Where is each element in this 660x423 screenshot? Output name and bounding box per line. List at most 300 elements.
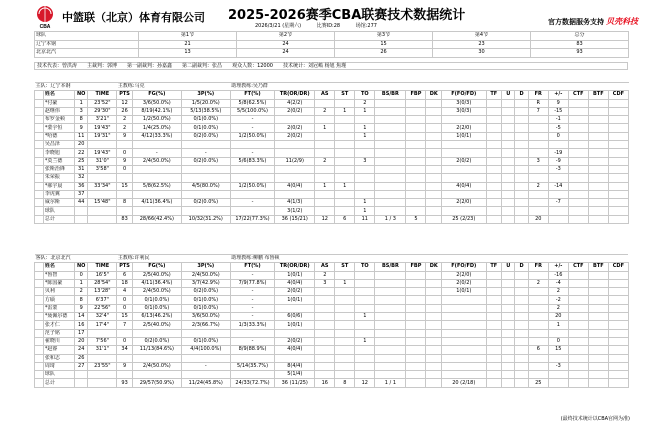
stat-cell bbox=[426, 279, 442, 287]
stat-cell: 1/3(33.3%) bbox=[230, 321, 274, 329]
stat-cell bbox=[132, 354, 181, 362]
stat-cell bbox=[442, 116, 486, 124]
stat-cell bbox=[230, 207, 274, 215]
stat-cell bbox=[608, 304, 628, 312]
stat-cell bbox=[406, 116, 426, 124]
stat-cell bbox=[568, 271, 588, 279]
player-name: 朱荣振 bbox=[43, 174, 74, 182]
stat-cell bbox=[315, 304, 335, 312]
official-item: 技术代表：曾洪涛 bbox=[37, 63, 78, 69]
stat-cell: -16 bbox=[548, 271, 568, 279]
officials-line bbox=[34, 62, 628, 70]
stat-cell: 0/1(0.0%) bbox=[132, 296, 181, 304]
stat-cell bbox=[528, 174, 548, 182]
official-item: 第二副裁判：张昌 bbox=[182, 63, 223, 69]
stat-cell bbox=[426, 149, 442, 157]
stat-cell: 1 / 3 bbox=[375, 215, 406, 223]
stat-cell bbox=[515, 182, 528, 190]
stat-cell: 0 bbox=[548, 132, 568, 140]
stat-header-row bbox=[35, 91, 629, 99]
player-row bbox=[35, 215, 629, 223]
stat-cell bbox=[88, 379, 117, 387]
stat-cell: 2(0/2) bbox=[275, 107, 315, 115]
stat-cell bbox=[528, 116, 548, 124]
stat-cell bbox=[275, 354, 315, 362]
stat-cell bbox=[588, 132, 608, 140]
report-title: 2025-2026赛季CBA联赛技术数据统计 bbox=[228, 8, 466, 23]
stat-cell bbox=[315, 165, 335, 173]
stat-cell bbox=[502, 124, 515, 132]
stat-cell: 9 bbox=[117, 362, 133, 370]
stat-cell: 26 bbox=[75, 354, 88, 362]
stat-cell bbox=[35, 182, 44, 190]
stat-cell: 6(0/6) bbox=[275, 313, 315, 321]
stat-cell: 0/1(0.0%) bbox=[181, 337, 230, 345]
stat-cell: 11 bbox=[355, 215, 375, 223]
stat-cell bbox=[35, 354, 44, 362]
stat-cell: 9 bbox=[117, 157, 133, 165]
stat-cell bbox=[35, 296, 44, 304]
svg-text:CBA: CBA bbox=[39, 24, 51, 29]
stat-cell bbox=[528, 132, 548, 140]
stat-cell: 3/7(42.9%) bbox=[181, 279, 230, 287]
stat-cell bbox=[375, 329, 406, 337]
stat-cell bbox=[375, 288, 406, 296]
stat-cell bbox=[486, 107, 502, 115]
stat-cell: 15 bbox=[117, 182, 133, 190]
stat-cell bbox=[502, 337, 515, 345]
stat-cell: 5/14(35.7%) bbox=[230, 362, 274, 370]
stat-col-header: TR(OR/DR) bbox=[275, 91, 315, 99]
stat-cell bbox=[608, 116, 628, 124]
stat-cell: 7 bbox=[117, 321, 133, 329]
stat-cell bbox=[426, 329, 442, 337]
stat-cell: 1 bbox=[548, 321, 568, 329]
stat-cell: 0/2(0.0%) bbox=[181, 288, 230, 296]
player-row bbox=[35, 279, 629, 287]
stat-cell: 4/12(33.3%) bbox=[132, 132, 181, 140]
stat-cell bbox=[315, 174, 335, 182]
stat-col-header bbox=[35, 263, 44, 271]
stat-cell bbox=[588, 174, 608, 182]
stat-cell: - bbox=[181, 149, 230, 157]
stat-cell bbox=[315, 329, 335, 337]
stat-cell bbox=[568, 141, 588, 149]
stat-cell: 2(0/2) bbox=[275, 132, 315, 140]
stat-cell: 19'43" bbox=[88, 124, 117, 132]
player-name: *赵睿 bbox=[43, 346, 74, 354]
stat-cell: 4(0/4) bbox=[442, 182, 486, 190]
stat-cell: 17/22(77.3%) bbox=[230, 215, 274, 223]
stat-cell: - bbox=[230, 199, 274, 207]
stat-cell: 0/1(0.0%) bbox=[181, 124, 230, 132]
stat-cell: 3/6(50.0%) bbox=[181, 313, 230, 321]
stat-cell bbox=[426, 199, 442, 207]
stat-cell bbox=[275, 304, 315, 312]
stat-cell bbox=[568, 371, 588, 379]
player-name: *陈国豪 bbox=[43, 279, 74, 287]
stat-cell bbox=[35, 313, 44, 321]
stat-cell: 0/1(0.0%) bbox=[181, 296, 230, 304]
player-name: 李晓旭 bbox=[43, 149, 74, 157]
stat-cell bbox=[568, 182, 588, 190]
stat-cell: 1 bbox=[355, 337, 375, 345]
stat-cell bbox=[486, 279, 502, 287]
stat-cell bbox=[442, 207, 486, 215]
player-row bbox=[35, 141, 629, 149]
stat-cell bbox=[515, 337, 528, 345]
stat-cell bbox=[442, 354, 486, 362]
stat-cell: 6 bbox=[528, 346, 548, 354]
stat-col-header: PTS bbox=[117, 91, 133, 99]
stat-cell bbox=[608, 165, 628, 173]
stat-cell bbox=[548, 141, 568, 149]
stat-cell bbox=[528, 362, 548, 370]
stat-cell bbox=[132, 371, 181, 379]
stat-col-header: ST bbox=[335, 91, 355, 99]
stat-cell: 1 bbox=[75, 279, 88, 287]
stat-cell: 2/3(66.7%) bbox=[181, 321, 230, 329]
stat-cell: 5/8(62.5%) bbox=[132, 182, 181, 190]
stat-col-header: FG(%) bbox=[132, 263, 181, 271]
stat-cell bbox=[588, 207, 608, 215]
stat-col-header: TO bbox=[355, 91, 375, 99]
stat-cell: 20 (2/18) bbox=[442, 379, 486, 387]
stat-cell: -14 bbox=[548, 182, 568, 190]
stat-cell bbox=[528, 354, 548, 362]
stat-col-header: TF bbox=[486, 91, 502, 99]
stat-cell bbox=[528, 296, 548, 304]
stat-cell: 1 bbox=[355, 199, 375, 207]
stat-cell bbox=[355, 296, 375, 304]
stat-cell bbox=[35, 174, 44, 182]
stat-cell bbox=[181, 174, 230, 182]
score-col-header: 第4节 bbox=[433, 32, 531, 41]
stat-cell bbox=[588, 279, 608, 287]
stat-cell: -9 bbox=[548, 157, 568, 165]
player-row bbox=[35, 379, 629, 387]
stat-cell bbox=[426, 371, 442, 379]
stat-cell: 0 bbox=[75, 271, 88, 279]
stat-cell: R bbox=[528, 99, 548, 107]
stat-cell bbox=[502, 313, 515, 321]
score-cell: 13 bbox=[139, 49, 237, 58]
player-row bbox=[35, 354, 629, 362]
stat-cell bbox=[181, 141, 230, 149]
stat-col-header: CTF bbox=[568, 91, 588, 99]
stat-cell bbox=[608, 157, 628, 165]
stat-cell bbox=[442, 149, 486, 157]
player-name: *雷蒙 bbox=[43, 304, 74, 312]
stat-cell bbox=[335, 371, 355, 379]
stat-cell bbox=[548, 379, 568, 387]
stat-cell bbox=[486, 354, 502, 362]
stat-cell bbox=[486, 271, 502, 279]
stat-cell bbox=[515, 132, 528, 140]
stat-cell bbox=[335, 174, 355, 182]
stat-cell bbox=[355, 279, 375, 287]
stat-cell bbox=[515, 149, 528, 157]
stat-cell bbox=[515, 279, 528, 287]
stat-cell bbox=[588, 304, 608, 312]
stat-cell: 4/4(100.0%) bbox=[181, 346, 230, 354]
stat-cell bbox=[88, 190, 117, 198]
stat-cell bbox=[528, 337, 548, 345]
stat-cell bbox=[275, 141, 315, 149]
stat-cell bbox=[588, 182, 608, 190]
stat-col-header: +/- bbox=[548, 263, 568, 271]
stat-cell bbox=[117, 354, 133, 362]
score-cell: 23 bbox=[433, 40, 531, 49]
stat-cell bbox=[548, 354, 568, 362]
stat-col-header: BTF bbox=[588, 263, 608, 271]
stat-cell bbox=[608, 107, 628, 115]
stat-cell: 32 bbox=[75, 174, 88, 182]
stat-cell bbox=[132, 165, 181, 173]
stat-cell: 4 bbox=[117, 288, 133, 296]
stat-cell: - bbox=[230, 313, 274, 321]
stat-cell bbox=[486, 362, 502, 370]
player-row bbox=[35, 288, 629, 296]
stat-cell bbox=[528, 207, 548, 215]
stat-cell bbox=[315, 141, 335, 149]
stat-cell: 3/6(50.0%) bbox=[132, 99, 181, 107]
stat-cell bbox=[230, 190, 274, 198]
stat-cell: 3'21" bbox=[88, 116, 117, 124]
stat-cell bbox=[548, 174, 568, 182]
stat-cell bbox=[486, 99, 502, 107]
stat-cell bbox=[442, 190, 486, 198]
stat-cell: 3 bbox=[528, 157, 548, 165]
official-item: 主裁判：郭博 bbox=[87, 63, 118, 69]
stat-cell bbox=[528, 371, 548, 379]
stat-cell bbox=[181, 329, 230, 337]
stat-cell: 4(0/4) bbox=[275, 279, 315, 287]
stat-cell bbox=[117, 190, 133, 198]
stat-cell bbox=[35, 207, 44, 215]
stat-cell bbox=[502, 379, 515, 387]
stat-cell: 2(0/2) bbox=[442, 157, 486, 165]
stat-cell bbox=[515, 190, 528, 198]
player-row bbox=[35, 337, 629, 345]
team-info-row bbox=[35, 255, 629, 263]
stat-cell bbox=[406, 271, 426, 279]
stat-cell bbox=[230, 371, 274, 379]
stat-cell bbox=[588, 362, 608, 370]
stat-cell bbox=[608, 182, 628, 190]
stat-cell: 1 bbox=[335, 182, 355, 190]
stat-cell: 1(0/1) bbox=[275, 296, 315, 304]
stat-col-header: NO bbox=[75, 263, 88, 271]
stat-cell bbox=[608, 321, 628, 329]
stat-cell bbox=[406, 321, 426, 329]
stat-cell: 2(0/2) bbox=[275, 288, 315, 296]
stat-cell bbox=[181, 190, 230, 198]
stat-cell bbox=[528, 124, 548, 132]
stat-cell bbox=[608, 199, 628, 207]
stat-cell bbox=[426, 337, 442, 345]
stat-cell: 25 (2/23) bbox=[442, 215, 486, 223]
stat-header-row bbox=[35, 263, 629, 271]
stat-cell bbox=[608, 288, 628, 296]
stat-cell: - bbox=[230, 288, 274, 296]
stat-cell bbox=[406, 354, 426, 362]
stat-cell: 2 bbox=[355, 99, 375, 107]
stat-cell: - bbox=[230, 149, 274, 157]
stat-cell bbox=[515, 288, 528, 296]
stat-cell bbox=[515, 141, 528, 149]
head-coach: 主教练:马克 bbox=[117, 83, 230, 91]
stat-cell bbox=[406, 371, 426, 379]
stat-cell: 0/2(0.0%) bbox=[181, 157, 230, 165]
stat-cell bbox=[568, 304, 588, 312]
stat-cell bbox=[406, 362, 426, 370]
stat-cell bbox=[588, 296, 608, 304]
stat-cell: - bbox=[230, 337, 274, 345]
stat-cell bbox=[35, 271, 44, 279]
stat-col-header: TIME bbox=[88, 263, 117, 271]
player-row bbox=[35, 321, 629, 329]
stat-cell bbox=[230, 165, 274, 173]
stat-cell: 2/5(40.0%) bbox=[132, 321, 181, 329]
stat-cell bbox=[315, 99, 335, 107]
data-support bbox=[548, 16, 638, 27]
score-row bbox=[35, 40, 629, 49]
stat-cell bbox=[335, 199, 355, 207]
stat-cell bbox=[608, 296, 628, 304]
stat-cell: 9 bbox=[75, 304, 88, 312]
stat-cell bbox=[515, 174, 528, 182]
stat-cell: 15 bbox=[117, 313, 133, 321]
stat-cell bbox=[486, 174, 502, 182]
official-item: 观众人数：12000 bbox=[232, 63, 273, 69]
stat-cell bbox=[486, 182, 502, 190]
stat-cell: 8 bbox=[117, 199, 133, 207]
stat-cell bbox=[355, 371, 375, 379]
player-name: 张和志 bbox=[43, 354, 74, 362]
stat-cell: 12 bbox=[117, 99, 133, 107]
stat-col-header: NO bbox=[75, 91, 88, 99]
stat-cell bbox=[502, 279, 515, 287]
stat-cell: 36 bbox=[75, 182, 88, 190]
stat-cell bbox=[568, 107, 588, 115]
stat-cell bbox=[406, 304, 426, 312]
stat-cell bbox=[275, 165, 315, 173]
stat-cell: 1 bbox=[355, 132, 375, 140]
stat-cell: 0 bbox=[117, 304, 133, 312]
stat-cell: 7'56" bbox=[88, 337, 117, 345]
stat-cell bbox=[588, 157, 608, 165]
stat-cell bbox=[355, 141, 375, 149]
stat-cell bbox=[406, 149, 426, 157]
stat-cell bbox=[502, 288, 515, 296]
stat-cell bbox=[588, 124, 608, 132]
stat-cell: 2(2/0) bbox=[442, 271, 486, 279]
stat-cell bbox=[275, 116, 315, 124]
stat-cell bbox=[355, 288, 375, 296]
venue-info: 场馆:277 bbox=[355, 23, 377, 29]
score-header-row bbox=[35, 32, 629, 41]
home-team-box-score bbox=[34, 82, 629, 224]
stat-cell: - bbox=[230, 116, 274, 124]
stat-cell bbox=[608, 149, 628, 157]
stat-cell bbox=[406, 313, 426, 321]
stat-cell: 7 bbox=[528, 107, 548, 115]
stat-cell: 2 bbox=[315, 157, 335, 165]
stat-cell bbox=[335, 132, 355, 140]
stat-cell bbox=[568, 362, 588, 370]
stat-cell: 37 bbox=[75, 190, 88, 198]
stat-cell: 4/11(36.4%) bbox=[132, 199, 181, 207]
stat-cell bbox=[375, 271, 406, 279]
stat-col-header: DK bbox=[426, 91, 442, 99]
stat-cell bbox=[406, 346, 426, 354]
stat-cell bbox=[75, 371, 88, 379]
stat-cell bbox=[132, 141, 181, 149]
player-row bbox=[35, 313, 629, 321]
score-cell: 26 bbox=[335, 49, 433, 58]
stat-cell bbox=[230, 329, 274, 337]
stat-cell bbox=[335, 346, 355, 354]
stat-col-header: BS/BR bbox=[375, 263, 406, 271]
stat-cell bbox=[375, 132, 406, 140]
stat-cell bbox=[355, 190, 375, 198]
stat-cell bbox=[568, 321, 588, 329]
stat-cell bbox=[588, 271, 608, 279]
stat-cell bbox=[486, 141, 502, 149]
stat-cell: 1 bbox=[355, 313, 375, 321]
stat-cell bbox=[502, 190, 515, 198]
stat-cell bbox=[588, 321, 608, 329]
stat-col-header: DK bbox=[426, 263, 442, 271]
stat-cell bbox=[442, 296, 486, 304]
player-row bbox=[35, 99, 629, 107]
score-col-header: 第2节 bbox=[237, 32, 335, 41]
stat-cell: 2 bbox=[315, 271, 335, 279]
stat-cell: 0 bbox=[117, 296, 133, 304]
player-row bbox=[35, 346, 629, 354]
stat-cell bbox=[426, 116, 442, 124]
player-row bbox=[35, 371, 629, 379]
stat-cell bbox=[515, 215, 528, 223]
stat-cell: 12 bbox=[315, 215, 335, 223]
stat-cell bbox=[588, 288, 608, 296]
stat-col-header: 3P(%) bbox=[181, 263, 230, 271]
stat-cell bbox=[568, 132, 588, 140]
score-col-header: 球队 bbox=[35, 32, 139, 41]
stat-cell bbox=[335, 190, 355, 198]
stat-cell: -2 bbox=[548, 296, 568, 304]
stat-cell bbox=[502, 346, 515, 354]
stat-cell: 12 bbox=[355, 379, 375, 387]
player-row bbox=[35, 149, 629, 157]
stat-col-header: TO bbox=[355, 263, 375, 271]
stat-cell bbox=[515, 379, 528, 387]
stat-cell bbox=[315, 116, 335, 124]
stat-cell bbox=[275, 149, 315, 157]
stat-cell bbox=[315, 199, 335, 207]
stat-cell: 23'55" bbox=[88, 362, 117, 370]
stat-cell bbox=[608, 207, 628, 215]
stat-cell bbox=[515, 296, 528, 304]
stat-cell bbox=[35, 165, 44, 173]
stat-cell: 3(0/3) bbox=[442, 99, 486, 107]
stat-cell: 15 bbox=[548, 346, 568, 354]
stat-col-header: AS bbox=[315, 91, 335, 99]
stat-cell bbox=[355, 346, 375, 354]
stat-col-header: D bbox=[515, 91, 528, 99]
stat-cell bbox=[515, 165, 528, 173]
